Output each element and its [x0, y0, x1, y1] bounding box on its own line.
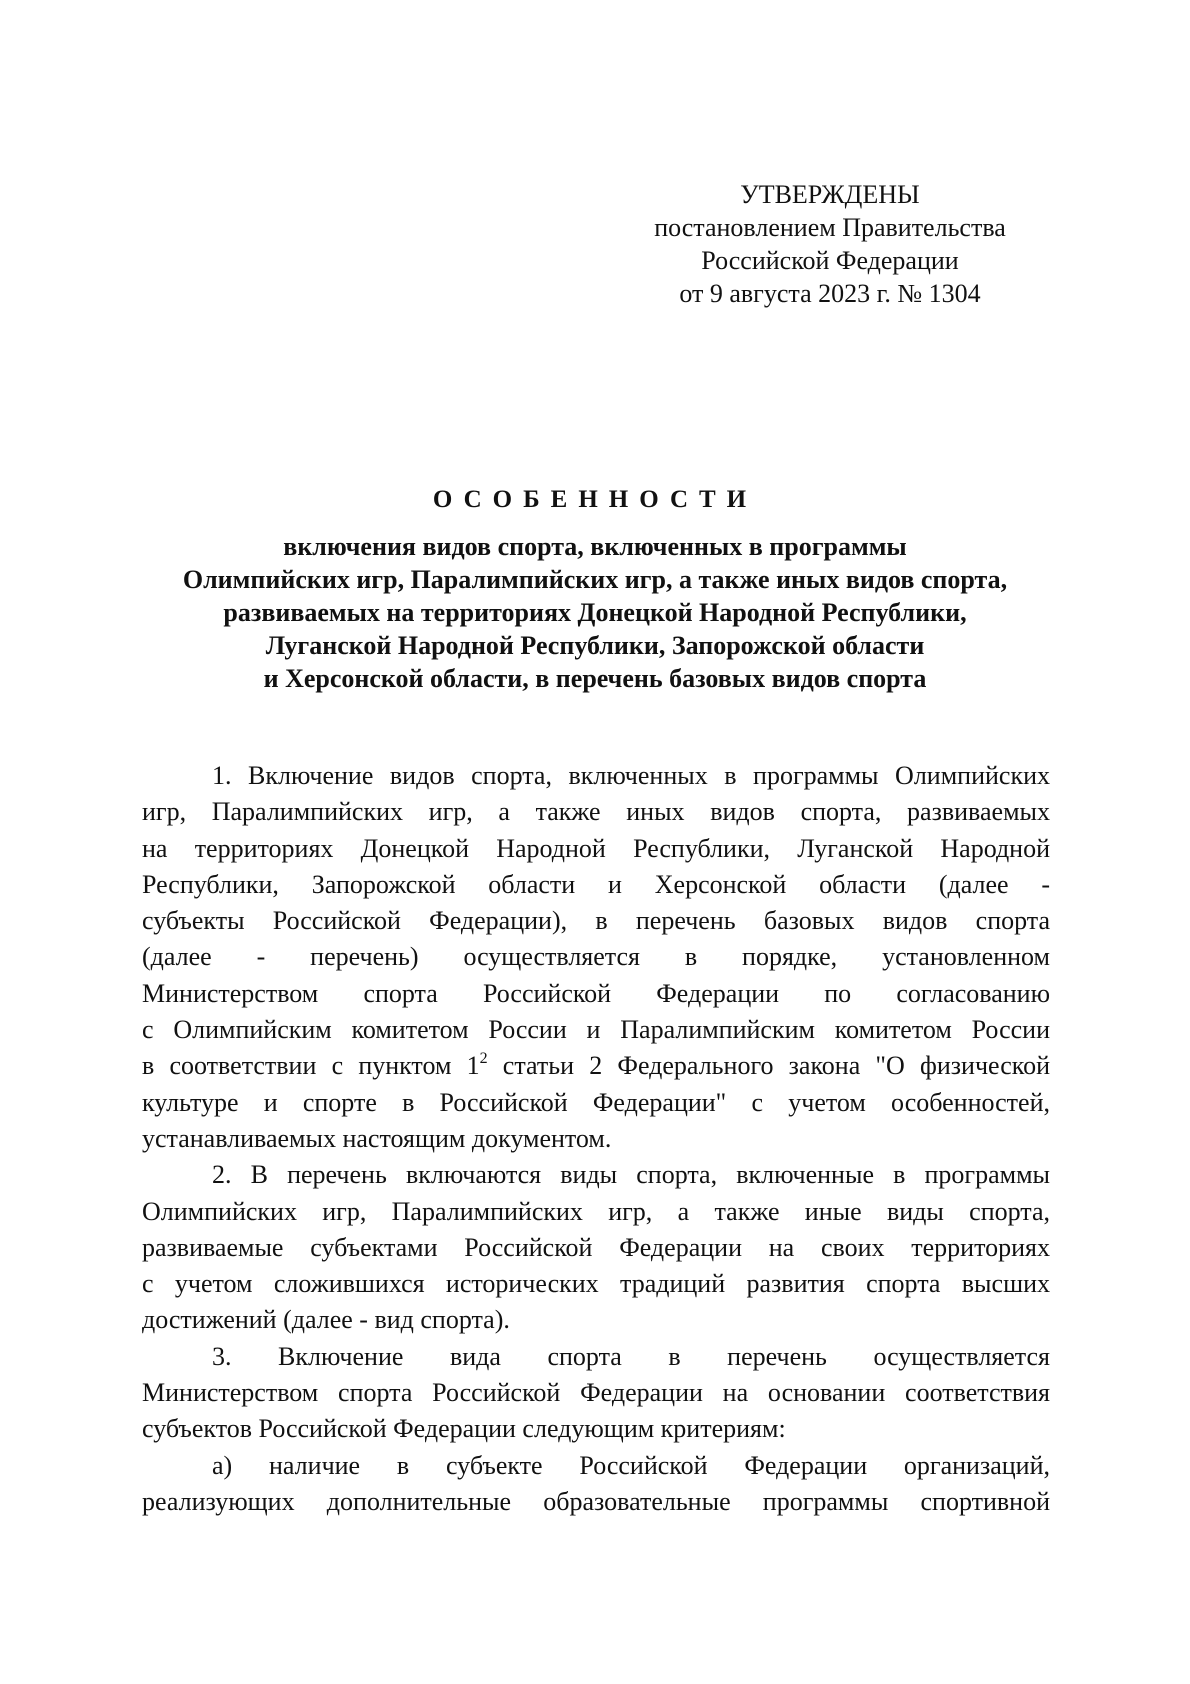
text-line: с учетом сложившихся исторических традиций развития спорта высших: [142, 1269, 1050, 1299]
document-body: [142, 758, 1050, 1520]
text-line: с Олимпийским комитетом России и Паралимпийским комитетом России: [142, 1015, 1050, 1045]
paragraph-4: [142, 1448, 1050, 1521]
paragraph-3: [142, 1339, 1050, 1448]
approval-line-federation: Российской Федерации: [701, 246, 959, 275]
text-segment: статьи 2 Федерального закона "О физической: [487, 1051, 1050, 1081]
text-line: Республики, Запорожской области и Херсонской области (далее -: [142, 869, 1050, 899]
text-line: игр, Паралимпийских игр, а также иных видов спорта, развиваемых: [142, 797, 1050, 827]
text-line: достижений (далее - вид спорта).: [142, 1305, 510, 1335]
approval-line-resolution: постановлением Правительства: [654, 213, 1006, 242]
text-line: а) наличие в субъекте Российской Федерации организаций,: [212, 1450, 1050, 1480]
text-line-with-superscript: [142, 1048, 1050, 1084]
subtitle-line: и Херсонской области, в перечень базовых видов спорта: [263, 664, 927, 693]
text-line: устанавливаемых настоящим документом.: [142, 1123, 612, 1153]
approval-heading: УТВЕРЖДЕНЫ: [740, 180, 920, 209]
text-line: культуре и спорте в Российской Федерации" с учетом особенностей,: [142, 1087, 1050, 1117]
paragraph-1: [142, 758, 1050, 1157]
document-subtitle: [140, 530, 1050, 695]
subtitle-line: Олимпийских игр, Паралимпийских игр, а также иных видов спорта,: [182, 565, 1008, 594]
paragraph-2: [142, 1157, 1050, 1338]
subtitle-line: включения видов спорта, включенных в программы: [283, 532, 907, 561]
text-line: 3. Включение вида спорта в перечень осуществляется: [212, 1341, 1050, 1371]
text-line: на территориях Донецкой Народной Республики, Луганской Народной: [142, 833, 1050, 863]
text-line: 2. В перечень включаются виды спорта, включенные в программы: [212, 1160, 1050, 1190]
approval-line-date: от 9 августа 2023 г. № 1304: [679, 279, 981, 308]
text-line: развиваемые субъектами Российской Федерации на своих территориях: [142, 1232, 1050, 1262]
text-line: субъектов Российской Федерации следующим критериям:: [142, 1414, 786, 1444]
text-line: реализующих дополнительные образовательные программы спортивной: [142, 1486, 1050, 1516]
text-segment: в соответствии с пунктом 1: [142, 1051, 480, 1081]
text-line: Министерством спорта Российской Федерации на основании соответствия: [142, 1378, 1050, 1408]
text-line: Министерством спорта Российской Федерации по согласованию: [142, 978, 1050, 1008]
text-line: субъекты Российской Федерации), в перечень базовых видов спорта: [142, 906, 1050, 936]
approval-block: [620, 178, 1040, 310]
text-line: Олимпийских игр, Паралимпийских игр, а также иные виды спорта,: [142, 1196, 1050, 1226]
document-title: ОСОБЕННОСТИ: [432, 486, 758, 513]
subtitle-line: развиваемых на территориях Донецкой Народной Республики,: [223, 598, 967, 627]
text-line: (далее - перечень) осуществляется в порядке, установленном: [142, 942, 1050, 972]
subtitle-line: Луганской Народной Республики, Запорожской области: [265, 631, 925, 660]
superscript: 2: [479, 1050, 488, 1068]
text-line: 1. Включение видов спорта, включенных в программы Олимпийских: [212, 761, 1050, 790]
